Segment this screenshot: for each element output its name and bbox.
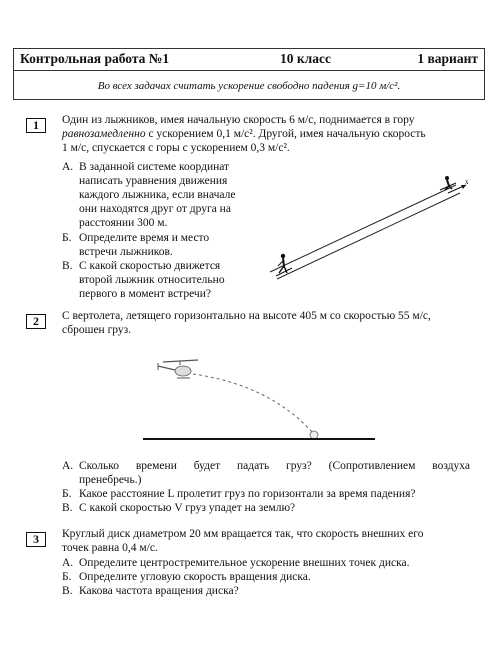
task-3-number: 3 <box>26 532 46 547</box>
task-1-number: 1 <box>26 118 46 133</box>
task-3-line-1: Круглый диск диаметром 20 мм вращается так, что скорость внешних его <box>62 528 424 540</box>
task-1-emphasis: равнозамедленно <box>62 128 146 140</box>
task-1-option-c: В. С какой скоростью движется второй лыжник относительно первого в момент встречи? <box>62 260 225 300</box>
task-3-line-2: точек равна 0,4 м/с. <box>62 542 158 554</box>
task-3-option-b: Б. Определите угловую скорость вращения диска. <box>62 571 311 583</box>
task-3-text <box>62 527 482 555</box>
task-3-option-c: В. Какова частота вращения диска? <box>62 585 239 597</box>
variant-label: 1 вариант <box>417 51 478 66</box>
x-axis-label: x <box>465 178 469 186</box>
task-1-line-3: 1 м/с, спускается с горы с ускорением 0,3 м/с². <box>62 142 290 154</box>
task-1-line-2: равнозамедленно с ускорением 0,1 м/с². Другой, имея начальную скорость <box>62 128 426 140</box>
task-2-option-a: А. Сколько времени будет падать груз? (Сопротивлением воздуха пренебречь.) <box>62 460 470 486</box>
trajectory-path <box>193 374 313 433</box>
task-2-option-b: Б. Какое расстояние L пролетит груз по горизонтали за время падения? <box>62 488 416 500</box>
cargo-icon <box>310 431 318 439</box>
test-title: Контрольная работа №1 <box>20 51 170 66</box>
task-2-option-c: В. С какой скоростью V груз упадет на землю? <box>62 502 296 514</box>
task-2-number: 2 <box>26 314 46 329</box>
task-1-line-1: Один из лыжников, имея начальную скорость 6 м/с, поднимается в гору <box>62 114 415 126</box>
grade-label: 10 класс <box>280 51 331 66</box>
helicopter-icon <box>158 360 198 378</box>
task-2-line-2: сброшен груз. <box>62 324 132 336</box>
gravity-note: Во всех задачах считать ускорение свободно падения g=10 м/с². <box>97 80 401 92</box>
task-1-option-b: Б. Определите время и место встречи лыжников. <box>62 232 210 258</box>
task-3-option-a: А. Определите центростремительное ускорение внешних точек диска. <box>62 557 410 569</box>
task-1-option-a: А. В заданной системе координат написать уравнения движения каждого лыжника, если вначале они находятся друг от друга на расстоянии 300 м. <box>62 161 236 229</box>
task-2-line-1: С вертолета, летящего горизонтально на высоте 405 м со скоростью 55 м/с, <box>62 310 431 322</box>
